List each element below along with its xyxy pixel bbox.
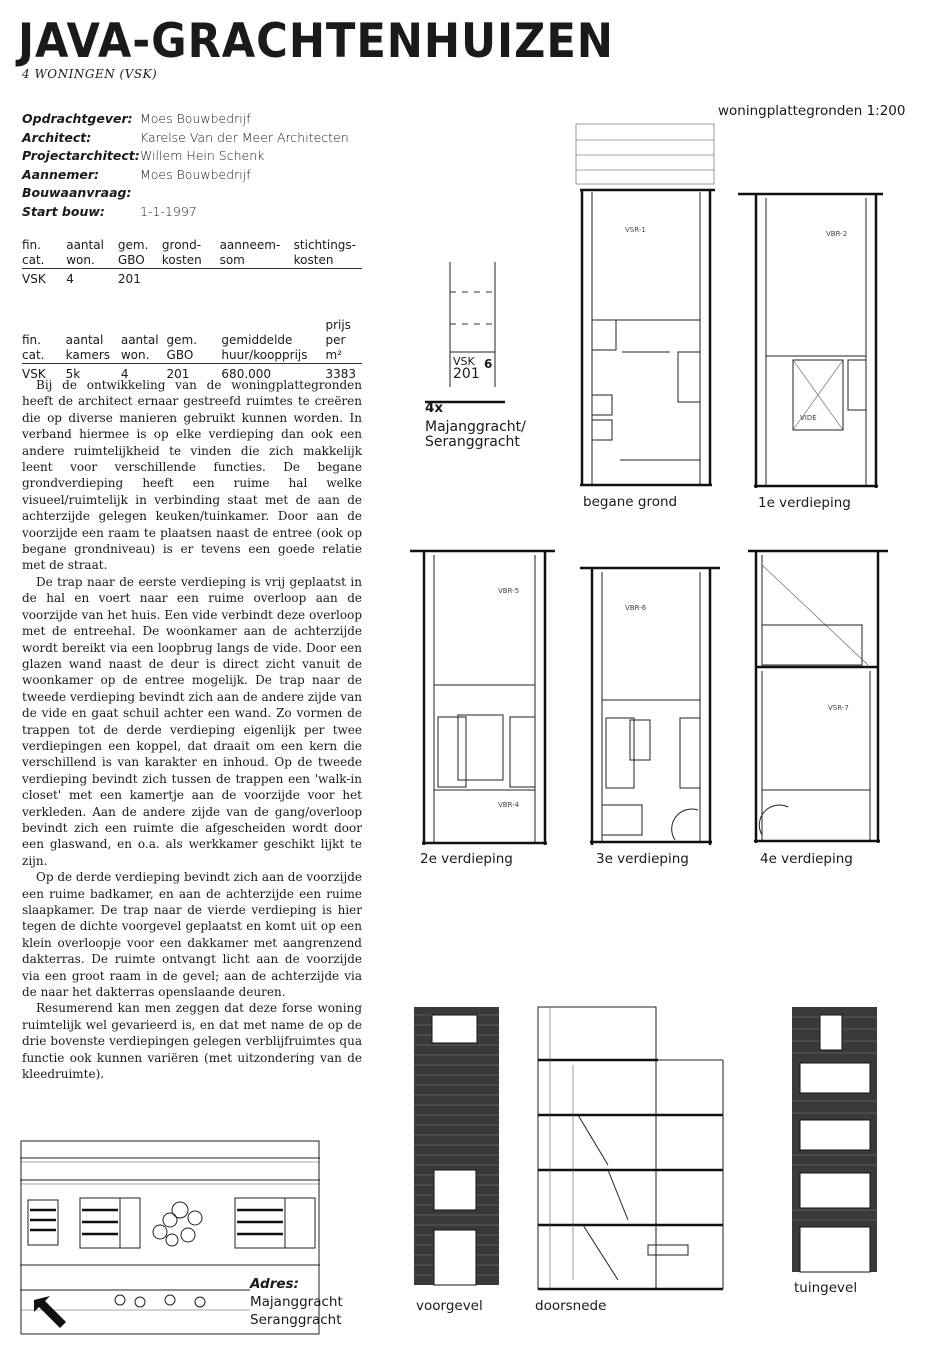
- info-label: Projectarchitect:: [22, 148, 140, 163]
- table-header: aantal won.: [66, 238, 118, 269]
- floor-plan-begane-grond: [570, 120, 720, 492]
- cost-table: [22, 238, 362, 286]
- elevation-voorgevel: [412, 1005, 502, 1290]
- paragraph: Bij de ontwikkeling van de woningplattegronden heeft de architect ernaar gestreefd ruimtes te creëren die op diverse manieren gebruikt kunnen worden. In verband hiermee is op elke verdieping dan ook een andere ruimtelijkheid te vinden die zich makkelijk leent voor verschillende functies. De begane grondverdieping heeft een ruime hal welke visueel/ruimtelijk in verbinding staat met de aan de achterzijde gelegen keuken/tuinkamer. Door aan de voorzijde een raam te plaatsen naast de entree (ook op begane grondniveau) is er tevens een goede relatie met de straat.: [22, 378, 362, 573]
- info-label: Opdrachtgever:: [22, 111, 133, 126]
- info-row: [22, 129, 349, 148]
- table-cell: 3383: [325, 367, 356, 381]
- table-cell: [294, 269, 362, 287]
- table-row: [22, 269, 362, 287]
- plan-label: 2e verdieping: [420, 851, 513, 867]
- info-value: Moes Bouwbedrijf: [140, 111, 251, 126]
- info-label: Architect:: [22, 129, 92, 145]
- table-cell: [162, 269, 220, 287]
- table-header: gem. GBO: [167, 318, 222, 364]
- address-line: Seranggracht: [250, 1312, 342, 1328]
- arrow-icon: [34, 1296, 66, 1328]
- plan-label: 3e verdieping: [596, 851, 689, 867]
- table-cell: [220, 269, 294, 287]
- elevation-label: tuingevel: [794, 1280, 858, 1296]
- info-row: [22, 203, 349, 222]
- info-value: 1-1-1997: [140, 203, 197, 219]
- room-label: VSR-7: [828, 704, 849, 712]
- address-heading: Adres:: [250, 1276, 299, 1292]
- info-row: [22, 166, 349, 185]
- room-label: VBR-6: [625, 604, 647, 612]
- table-cell: 4: [120, 367, 129, 381]
- info-row: [22, 147, 349, 166]
- table-header: grond- kosten: [162, 238, 220, 269]
- table-cell: 680.000: [221, 367, 272, 381]
- section-doorsnede: [528, 1005, 733, 1295]
- article-body: [22, 377, 362, 1082]
- info-row: [22, 110, 349, 129]
- site-hatching: [30, 1210, 283, 1234]
- room-label: VIDE: [800, 414, 817, 422]
- key-plan-gbo: 201: [453, 366, 480, 382]
- elevation-label: doorsnede: [535, 1298, 607, 1314]
- key-plan-count: 6: [484, 357, 493, 371]
- floor-plan-1e-verdieping: [738, 188, 888, 493]
- project-info: [22, 110, 349, 221]
- table-header: gem. GBO: [118, 238, 162, 269]
- table-header: aantal kamers: [66, 318, 121, 364]
- floor-plan-2e-verdieping: [410, 545, 560, 850]
- info-row: [22, 184, 349, 203]
- page-title: JAVA-GRACHTENHUIZEN: [18, 14, 614, 69]
- table-header: prijs per m²: [325, 318, 362, 364]
- table-header: fin. cat.: [22, 238, 66, 269]
- plan-label: begane grond: [583, 494, 678, 510]
- address-line: Majanggracht: [250, 1294, 343, 1310]
- table-cell: VSK: [22, 367, 46, 381]
- room-label: VBR-2: [826, 230, 848, 238]
- key-plan: [425, 262, 505, 412]
- room-label: VSR-1: [625, 226, 646, 234]
- plan-label: 4e verdieping: [760, 851, 853, 867]
- key-plan-location: Majanggracht/ Seranggracht: [425, 419, 526, 450]
- price-table: [22, 318, 362, 381]
- table-header: gemiddelde huur/koopprijs: [221, 318, 325, 364]
- paragraph: Op de derde verdieping bevindt zich aan de voorzijde een ruime badkamer, en aan de achterzijde een ruime slaapkamer. De trap naar de vierde verdieping is hier tegen de dichte voorgevel geplaatst en komt uit op een klein overloopje voor een dakkamer met aangrenzend dakterras. De ruimte ontvangt licht aan de voorzijde via een groot raam in de gevel; aan de achterzijde via de naar het dakterras openslaande deuren.: [22, 870, 362, 1000]
- table-header: aanneem- som: [220, 238, 294, 269]
- room-label: VBR-4: [498, 801, 520, 809]
- table-cell: 201: [117, 272, 141, 286]
- paragraph: Resumerend kan men zeggen dat deze forse woning ruimtelijk wel gevarieerd is, en dat met name de op de drie bovenste verdiepingen gelegen verblijfruimtes qua functie ook kunnen variëren (met uitzondering van de kleedruimte).: [22, 1001, 362, 1082]
- address: [250, 1275, 343, 1329]
- info-value: Moes Bouwbedrijf: [140, 166, 251, 182]
- info-value: Willem Hein Schenk: [140, 148, 265, 163]
- table-header: aantal won.: [121, 318, 167, 364]
- info-label: Aannemer:: [22, 166, 100, 182]
- info-value: Karelse Van der Meer Architecten: [140, 129, 349, 145]
- floor-plan-3e-verdieping: [580, 560, 730, 850]
- room-label: VBR-5: [498, 587, 520, 595]
- paragraph: De trap naar de eerste verdieping is vrij geplaatst in de hal en voert naar een ruime overloop aan de voorzijde van het huis. Een vide verbindt deze overloop met de entreehal. De woonkamer aan de achterzijde wordt bereikt via een loopbrug langs de vide. Door een glazen wand naast de deur is direct zicht vanuit de woonkamer op de entree mogelijk. De trap naar de tweede verdieping bevindt zich aan de andere zijde van de vide en gaat schuil achter een wand. Zo vormen de trappen tot de derde verdieping eigenlijk per twee verdiepingen een koppel, dat draait om een kern die verschillend is van karakter en inhoud. Op de tweede verdieping bevindt zich tussen de trappen een 'walk-in closet' met een kamertje aan de voorzijde voor het verkleden. Aan de andere zijde van de gang/overloop bevindt zich een ruimte die afgescheiden wordt door een glaswand, en o.a. als werkkamer geschikt lijkt te zijn.: [22, 574, 362, 868]
- info-label: Bouwaanvraag:: [22, 185, 132, 200]
- table-header: stichtings- kosten: [294, 238, 362, 269]
- info-label: Start bouw:: [22, 203, 105, 219]
- elevation-label: voorgevel: [416, 1298, 483, 1314]
- table-cell: 201: [166, 367, 190, 381]
- elevation-tuingevel: [790, 1005, 880, 1275]
- key-plan-vsk: VSK: [453, 355, 475, 368]
- key-plan-multiplier: 4x: [425, 400, 444, 416]
- table-cell: 4: [66, 272, 74, 286]
- table-cell: 5k: [65, 367, 81, 381]
- table-cell: VSK: [22, 272, 46, 286]
- scale-label: woningplattegronden 1:200: [718, 103, 906, 119]
- page-subtitle: 4 WONINGEN (VSK): [22, 67, 158, 81]
- floor-plan-4e-verdieping: [748, 545, 898, 850]
- table-header: fin. cat.: [22, 318, 66, 364]
- plan-label: 1e verdieping: [758, 495, 851, 511]
